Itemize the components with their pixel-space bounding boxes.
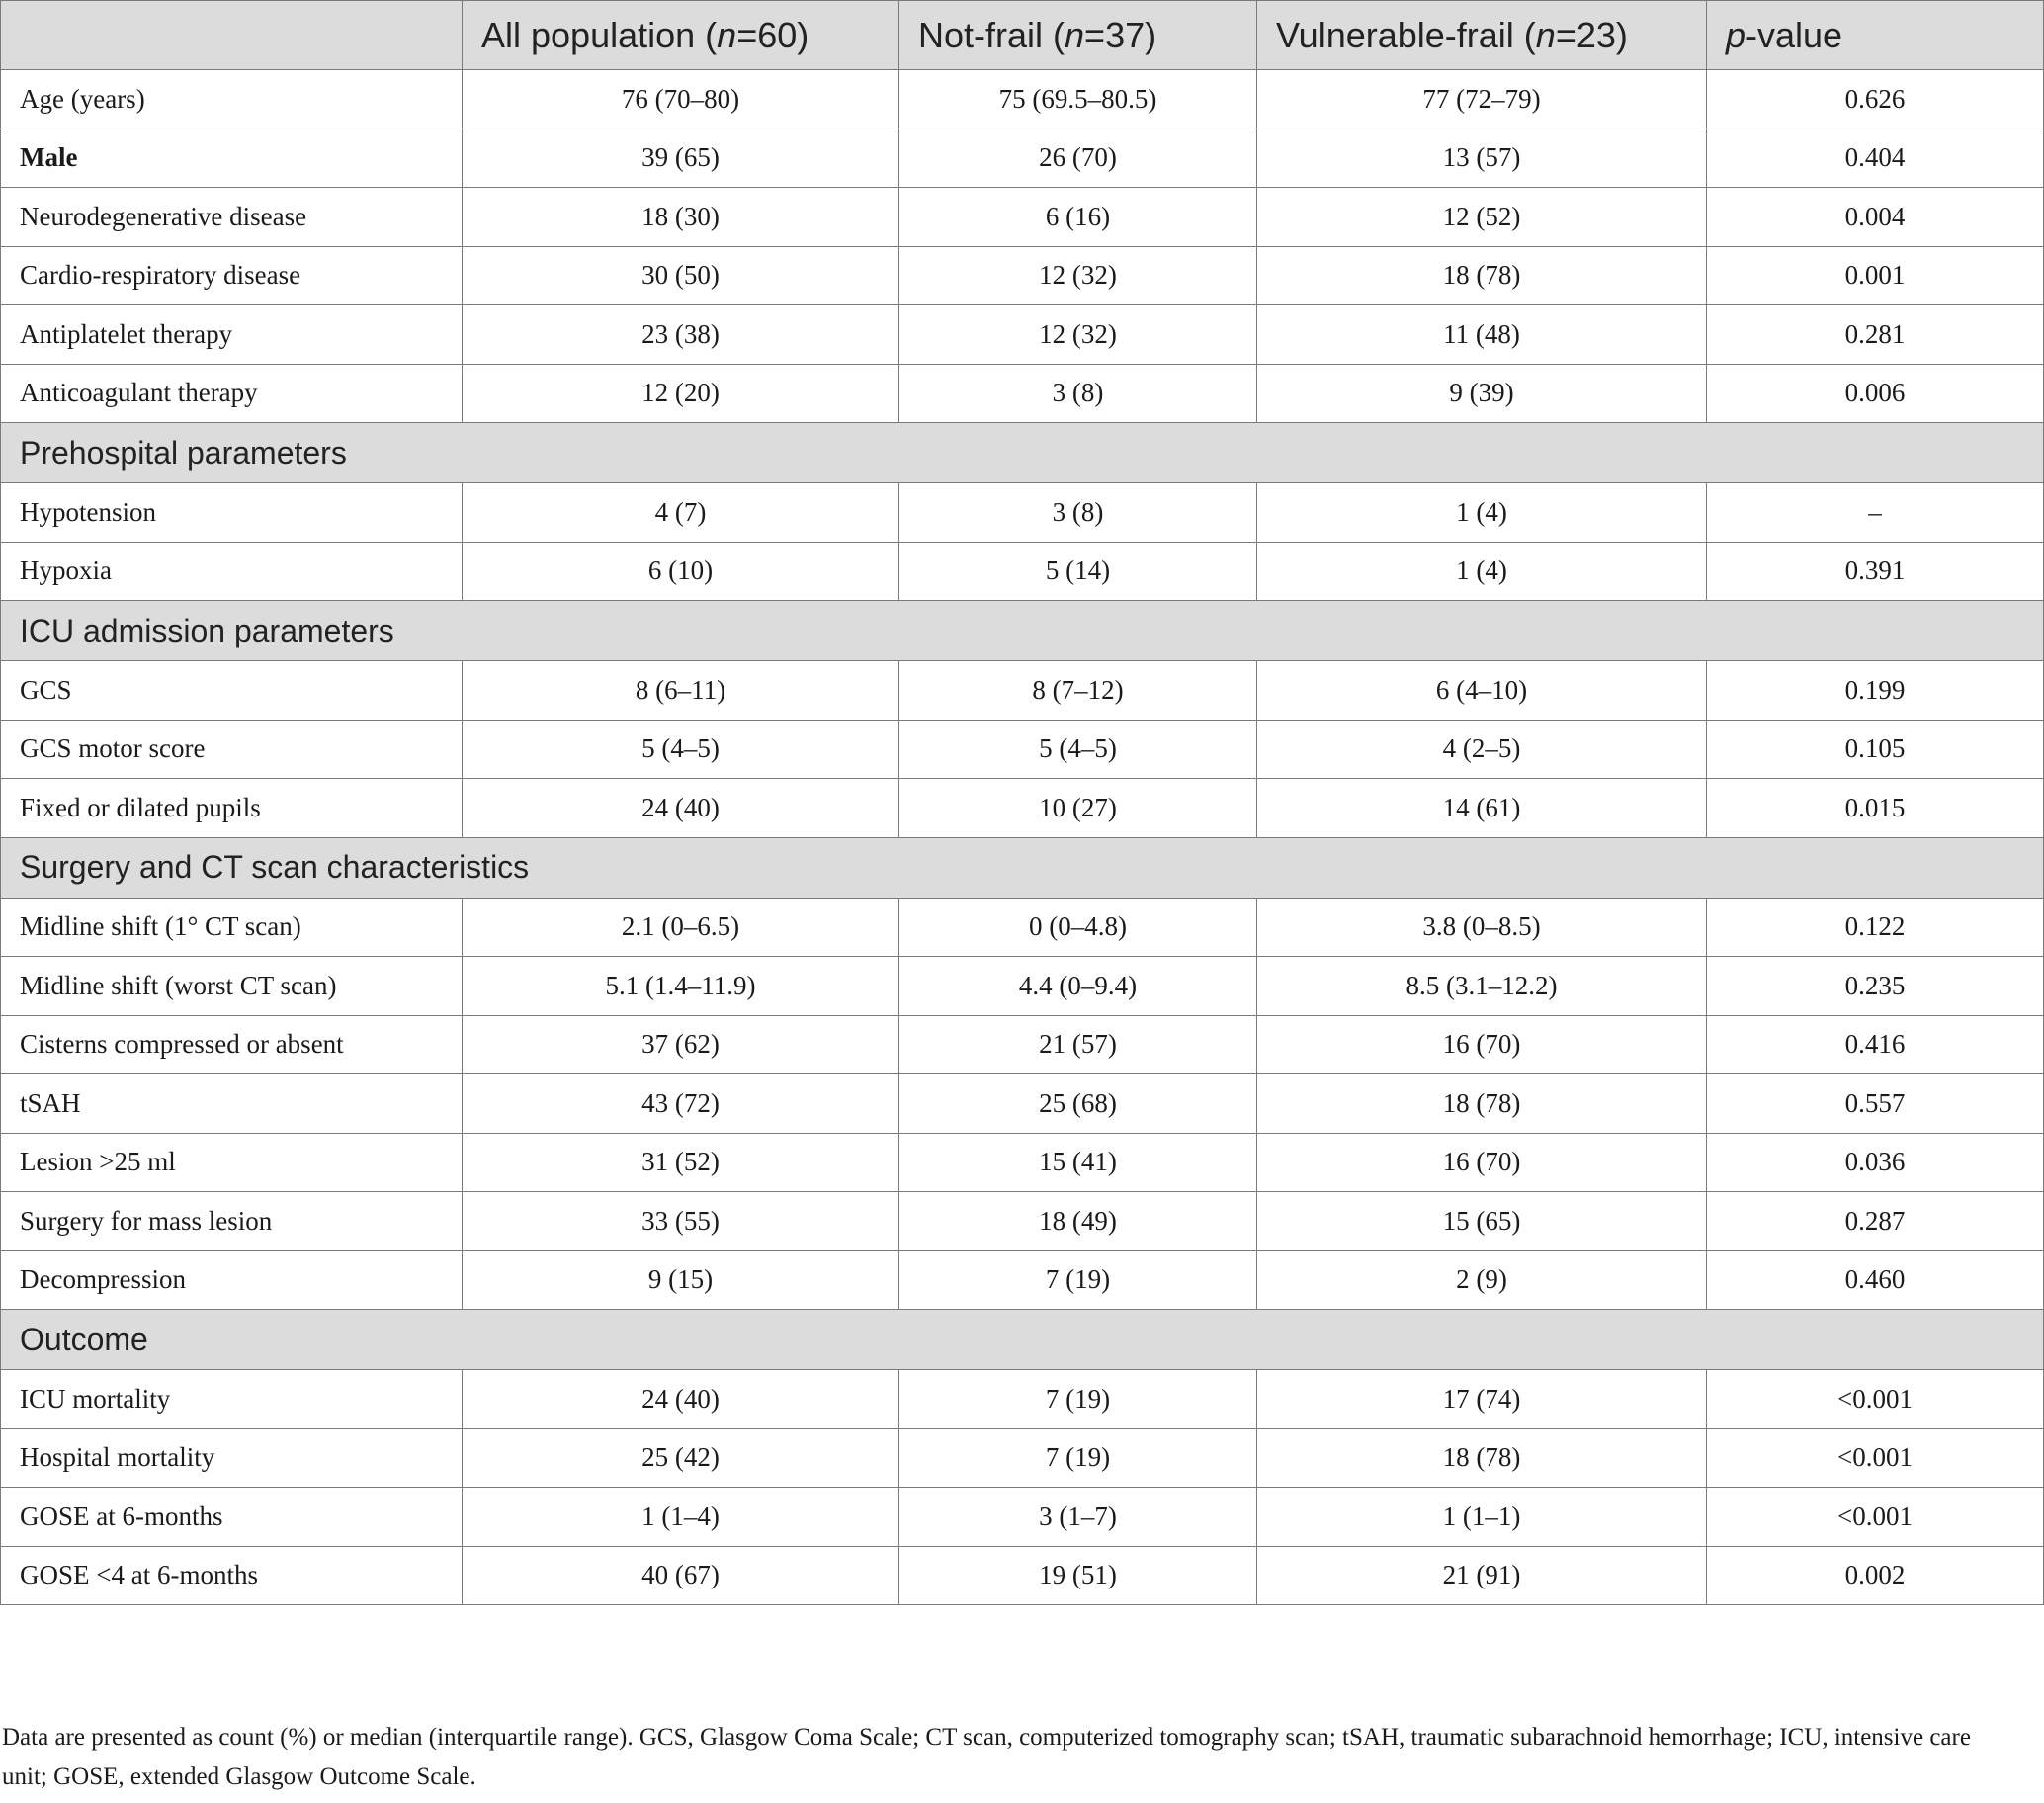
table-row xyxy=(1,129,2044,188)
cell-p-value: 0.626 xyxy=(1707,70,2044,129)
cell-p-value: 0.004 xyxy=(1707,188,2044,247)
cell-not-frail: 21 (57) xyxy=(899,1015,1257,1074)
cell-not-frail: 7 (19) xyxy=(899,1250,1257,1310)
section-title: ICU admission parameters xyxy=(1,601,2044,661)
cell-not-frail: 10 (27) xyxy=(899,779,1257,838)
cell-p-value: 0.391 xyxy=(1707,542,2044,601)
cell-all: 5 (4–5) xyxy=(463,720,899,779)
row-label: Anticoagulant therapy xyxy=(1,364,463,423)
section-title: Outcome xyxy=(1,1310,2044,1370)
table-row xyxy=(1,1250,2044,1310)
row-label: Hypoxia xyxy=(1,542,463,601)
row-label: GOSE <4 at 6-months xyxy=(1,1546,463,1605)
table-row xyxy=(1,246,2044,305)
row-label: Midline shift (1° CT scan) xyxy=(1,898,463,957)
table-row xyxy=(1,305,2044,365)
cell-not-frail: 75 (69.5–80.5) xyxy=(899,70,1257,129)
table-row xyxy=(1,1074,2044,1134)
cell-p-value: 0.460 xyxy=(1707,1250,2044,1310)
cell-frail: 21 (91) xyxy=(1257,1546,1707,1605)
cell-not-frail: 5 (4–5) xyxy=(899,720,1257,779)
cell-frail: 16 (70) xyxy=(1257,1015,1707,1074)
cell-frail: 1 (4) xyxy=(1257,483,1707,543)
table-footnote: Data are presented as count (%) or median (interquartile range). GCS, Glasgow Coma Scale; CT scan, computerized tomography scan; tSAH, traumatic subarachnoid hemorrhage; ICU, intensive care unit; GOSE, extended Glasgow Outcome Scale. xyxy=(2,1724,1971,1790)
cell-p-value: 0.006 xyxy=(1707,364,2044,423)
section-title: Surgery and CT scan characteristics xyxy=(1,837,2044,898)
row-label: Midline shift (worst CT scan) xyxy=(1,957,463,1016)
cell-p-value: 0.287 xyxy=(1707,1192,2044,1251)
header-label-col xyxy=(1,1,463,70)
table-row xyxy=(1,1428,2044,1488)
cell-all: 76 (70–80) xyxy=(463,70,899,129)
cell-p-value: 0.557 xyxy=(1707,1074,2044,1134)
header-all-population: All population (n=60) xyxy=(463,1,899,70)
cell-p-value: 0.235 xyxy=(1707,957,2044,1016)
cell-not-frail: 12 (32) xyxy=(899,246,1257,305)
cell-not-frail: 7 (19) xyxy=(899,1428,1257,1488)
header-not-frail: Not-frail (n=37) xyxy=(899,1,1257,70)
cell-all: 12 (20) xyxy=(463,364,899,423)
cell-frail: 14 (61) xyxy=(1257,779,1707,838)
cell-all: 40 (67) xyxy=(463,1546,899,1605)
section-title: Prehospital parameters xyxy=(1,423,2044,483)
cell-frail: 18 (78) xyxy=(1257,246,1707,305)
cell-p-value: <0.001 xyxy=(1707,1428,2044,1488)
cell-all: 23 (38) xyxy=(463,305,899,365)
section-header-row xyxy=(1,601,2044,661)
cell-all: 5.1 (1.4–11.9) xyxy=(463,957,899,1016)
cell-p-value: 0.015 xyxy=(1707,779,2044,838)
cell-frail: 8.5 (3.1–12.2) xyxy=(1257,957,1707,1016)
cell-not-frail: 19 (51) xyxy=(899,1546,1257,1605)
row-label: Hospital mortality xyxy=(1,1428,463,1488)
section-header-row xyxy=(1,423,2044,483)
cell-not-frail: 7 (19) xyxy=(899,1370,1257,1429)
cell-all: 39 (65) xyxy=(463,129,899,188)
cell-p-value: 0.416 xyxy=(1707,1015,2044,1074)
cell-not-frail: 3 (8) xyxy=(899,364,1257,423)
row-label: Fixed or dilated pupils xyxy=(1,779,463,838)
row-label: ICU mortality xyxy=(1,1370,463,1429)
cell-not-frail: 4.4 (0–9.4) xyxy=(899,957,1257,1016)
table-row xyxy=(1,188,2044,247)
cell-p-value: <0.001 xyxy=(1707,1370,2044,1429)
row-label: Lesion >25 ml xyxy=(1,1133,463,1192)
cell-not-frail: 6 (16) xyxy=(899,188,1257,247)
cell-not-frail: 0 (0–4.8) xyxy=(899,898,1257,957)
cell-frail: 6 (4–10) xyxy=(1257,661,1707,721)
row-label: Cisterns compressed or absent xyxy=(1,1015,463,1074)
cell-all: 9 (15) xyxy=(463,1250,899,1310)
cell-p-value: 0.404 xyxy=(1707,129,2044,188)
cell-p-value: 0.199 xyxy=(1707,661,2044,721)
cell-p-value: 0.036 xyxy=(1707,1133,2044,1192)
cell-all: 30 (50) xyxy=(463,246,899,305)
table-header-row xyxy=(1,1,2044,70)
cell-frail: 1 (1–1) xyxy=(1257,1488,1707,1547)
cell-p-value: <0.001 xyxy=(1707,1488,2044,1547)
cell-all: 37 (62) xyxy=(463,1015,899,1074)
cell-all: 33 (55) xyxy=(463,1192,899,1251)
row-label: Hypotension xyxy=(1,483,463,543)
cell-frail: 18 (78) xyxy=(1257,1428,1707,1488)
row-label: Decompression xyxy=(1,1250,463,1310)
cell-frail: 9 (39) xyxy=(1257,364,1707,423)
cell-not-frail: 25 (68) xyxy=(899,1074,1257,1134)
table-row xyxy=(1,364,2044,423)
row-label: Antiplatelet therapy xyxy=(1,305,463,365)
cell-not-frail: 3 (8) xyxy=(899,483,1257,543)
cell-all: 1 (1–4) xyxy=(463,1488,899,1547)
table-row xyxy=(1,720,2044,779)
cell-not-frail: 3 (1–7) xyxy=(899,1488,1257,1547)
cell-frail: 2 (9) xyxy=(1257,1250,1707,1310)
cell-p-value: 0.105 xyxy=(1707,720,2044,779)
cell-all: 31 (52) xyxy=(463,1133,899,1192)
cell-frail: 11 (48) xyxy=(1257,305,1707,365)
cell-not-frail: 18 (49) xyxy=(899,1192,1257,1251)
cell-all: 43 (72) xyxy=(463,1074,899,1134)
cell-not-frail: 26 (70) xyxy=(899,129,1257,188)
table-row xyxy=(1,1546,2044,1605)
cell-frail: 1 (4) xyxy=(1257,542,1707,601)
row-label: Surgery for mass lesion xyxy=(1,1192,463,1251)
cell-all: 6 (10) xyxy=(463,542,899,601)
table-row xyxy=(1,661,2044,721)
cell-p-value: 0.001 xyxy=(1707,246,2044,305)
section-header-row xyxy=(1,837,2044,898)
cell-all: 4 (7) xyxy=(463,483,899,543)
row-label: GOSE at 6-months xyxy=(1,1488,463,1547)
cell-p-value: 0.281 xyxy=(1707,305,2044,365)
section-header-row xyxy=(1,1310,2044,1370)
table-row xyxy=(1,542,2044,601)
table-row xyxy=(1,1488,2044,1547)
cell-not-frail: 12 (32) xyxy=(899,305,1257,365)
cell-all: 2.1 (0–6.5) xyxy=(463,898,899,957)
header-p-value: p-value xyxy=(1707,1,2044,70)
cell-all: 25 (42) xyxy=(463,1428,899,1488)
cell-frail: 77 (72–79) xyxy=(1257,70,1707,129)
table-row xyxy=(1,957,2044,1016)
row-label: Neurodegenerative disease xyxy=(1,188,463,247)
row-label: GCS motor score xyxy=(1,720,463,779)
cell-frail: 16 (70) xyxy=(1257,1133,1707,1192)
table-row xyxy=(1,898,2044,957)
cell-frail: 15 (65) xyxy=(1257,1192,1707,1251)
row-label: tSAH xyxy=(1,1074,463,1134)
row-label: Male xyxy=(1,129,463,188)
cell-p-value: 0.122 xyxy=(1707,898,2044,957)
header-vulnerable-frail: Vulnerable-frail (n=23) xyxy=(1257,1,1707,70)
table-row xyxy=(1,779,2044,838)
cell-not-frail: 5 (14) xyxy=(899,542,1257,601)
cell-p-value: – xyxy=(1707,483,2044,543)
table-row xyxy=(1,1133,2044,1192)
cell-frail: 12 (52) xyxy=(1257,188,1707,247)
cell-p-value: 0.002 xyxy=(1707,1546,2044,1605)
cell-all: 24 (40) xyxy=(463,779,899,838)
cell-frail: 13 (57) xyxy=(1257,129,1707,188)
cell-frail: 3.8 (0–8.5) xyxy=(1257,898,1707,957)
cell-frail: 4 (2–5) xyxy=(1257,720,1707,779)
cell-all: 18 (30) xyxy=(463,188,899,247)
table-row xyxy=(1,1370,2044,1429)
row-label: Age (years) xyxy=(1,70,463,129)
cell-not-frail: 8 (7–12) xyxy=(899,661,1257,721)
table-row xyxy=(1,483,2044,543)
table-row xyxy=(1,1015,2044,1074)
table-row xyxy=(1,1192,2044,1251)
cell-frail: 17 (74) xyxy=(1257,1370,1707,1429)
cell-not-frail: 15 (41) xyxy=(899,1133,1257,1192)
cell-frail: 18 (78) xyxy=(1257,1074,1707,1134)
table-row xyxy=(1,70,2044,129)
row-label: GCS xyxy=(1,661,463,721)
cell-all: 24 (40) xyxy=(463,1370,899,1429)
cell-all: 8 (6–11) xyxy=(463,661,899,721)
row-label: Cardio-respiratory disease xyxy=(1,246,463,305)
